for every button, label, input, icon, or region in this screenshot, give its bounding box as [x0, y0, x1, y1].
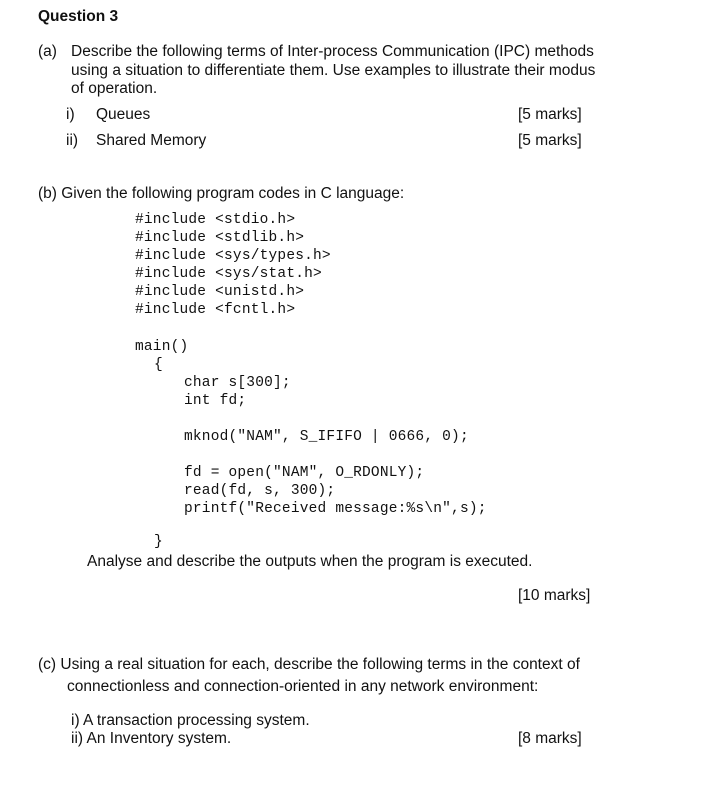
part-c-line-2: connectionless and connection-oriented in any network environment:: [67, 678, 539, 695]
part-b-marks: [10 marks]: [518, 587, 591, 604]
code-decl-char: char s[300];: [184, 375, 291, 391]
code-include-4: #include <sys/stat.h>: [135, 266, 322, 282]
part-c-item-1: i) A transaction processing system.: [71, 712, 310, 729]
code-include-3: #include <sys/types.h>: [135, 248, 331, 264]
code-include-5: #include <unistd.h>: [135, 284, 305, 300]
code-open-brace: {: [154, 357, 163, 373]
part-a-line-2: using a situation to differentiate them. Use examples to illustrate their modus: [71, 62, 596, 79]
code-printf-call: printf("Received message:%s\n",s);: [184, 501, 487, 517]
part-a-item-1-text: Queues: [96, 106, 151, 123]
part-a-line-1: Describe the following terms of Inter-process Communication (IPC) methods: [71, 43, 594, 60]
question-title: Question 3: [38, 8, 119, 25]
part-a-item-2-text: Shared Memory: [96, 132, 207, 149]
part-c-item-2: ii) An Inventory system.: [71, 730, 232, 747]
code-decl-int: int fd;: [184, 393, 247, 409]
code-open-call: fd = open("NAM", O_RDONLY);: [184, 465, 425, 481]
part-c-line-1: (c) Using a real situation for each, describe the following terms in the context of: [38, 656, 580, 673]
part-a-item-1-marks: [5 marks]: [518, 106, 582, 123]
part-b-intro: (b) Given the following program codes in C language:: [38, 185, 405, 202]
part-a-line-3: of operation.: [71, 80, 158, 97]
code-read-call: read(fd, s, 300);: [184, 483, 336, 499]
code-mknod: mknod("NAM", S_IFIFO | 0666, 0);: [184, 429, 469, 445]
code-include-2: #include <stdlib.h>: [135, 230, 305, 246]
part-a-item-2-num: ii): [66, 132, 79, 149]
part-b-question: Analyse and describe the outputs when the program is executed.: [87, 553, 533, 570]
code-close-brace: }: [154, 534, 163, 550]
part-a-label: (a): [38, 43, 57, 60]
code-include-1: #include <stdio.h>: [135, 212, 296, 228]
part-c-marks: [8 marks]: [518, 730, 582, 747]
part-a-item-2-marks: [5 marks]: [518, 132, 582, 149]
code-main-signature: main(): [135, 339, 189, 355]
code-include-6: #include <fcntl.h>: [135, 302, 296, 318]
part-a-item-1-num: i): [66, 106, 75, 123]
